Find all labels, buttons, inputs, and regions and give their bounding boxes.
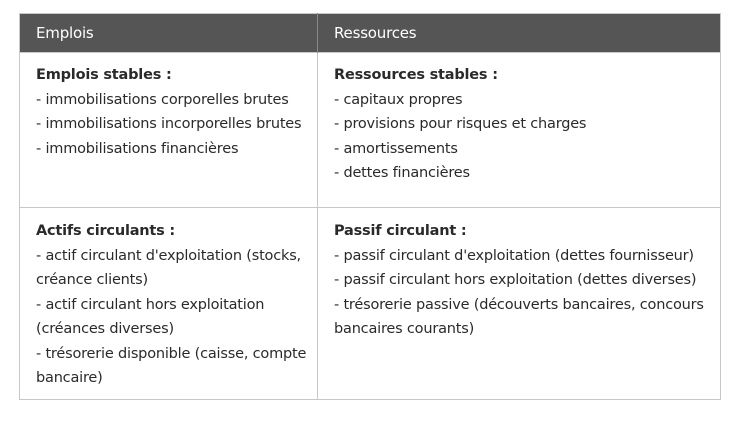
ressources-stables-heading: Ressources stables : [334,67,498,83]
header-emplois: Emplois [20,14,318,53]
table-header-row [20,14,721,53]
list-item: - amortissements [334,140,458,157]
emplois-ressources-table-wrapper [19,13,720,400]
ressources-stables-list [334,88,712,186]
actifs-circulants-heading: Actifs circulants : [36,223,176,239]
list-item: - passif circulant d'exploitation (dettes fournisseur) [334,247,694,264]
list-item: - trésorerie passive (découverts bancaires, concours bancaires courants) [334,296,704,337]
list-item: - provisions pour risques et charges [334,116,587,132]
emplois-ressources-table [19,13,721,400]
list-item: - immobilisations incorporelles brutes [36,116,302,132]
actifs-circulants-list [36,244,309,391]
cell-actifs-circulants [20,208,318,400]
list-item: - capitaux propres [334,91,463,108]
passif-circulant-heading: Passif circulant : [334,223,467,239]
list-item: - immobilisations corporelles brutes [36,91,289,108]
cell-ressources-stables [318,53,721,208]
emplois-stables-list [36,88,309,162]
passif-circulant-list [334,244,712,342]
table-row-circulants [20,208,721,400]
list-item: - actif circulant hors exploitation (créances diverses) [36,296,265,337]
list-item: - trésorerie disponible (caisse, compte bancaire) [36,345,307,386]
cell-passif-circulant [318,208,721,400]
header-ressources: Ressources [318,14,721,53]
list-item: - passif circulant hors exploitation (dettes diverses) [334,272,697,288]
list-item: - immobilisations financières [36,140,239,157]
list-item: - actif circulant d'exploitation (stocks, créance clients) [36,247,301,288]
table-row-stables [20,53,721,208]
cell-emplois-stables [20,53,318,208]
emplois-stables-heading: Emplois stables : [36,67,172,83]
list-item: - dettes financières [334,165,470,181]
